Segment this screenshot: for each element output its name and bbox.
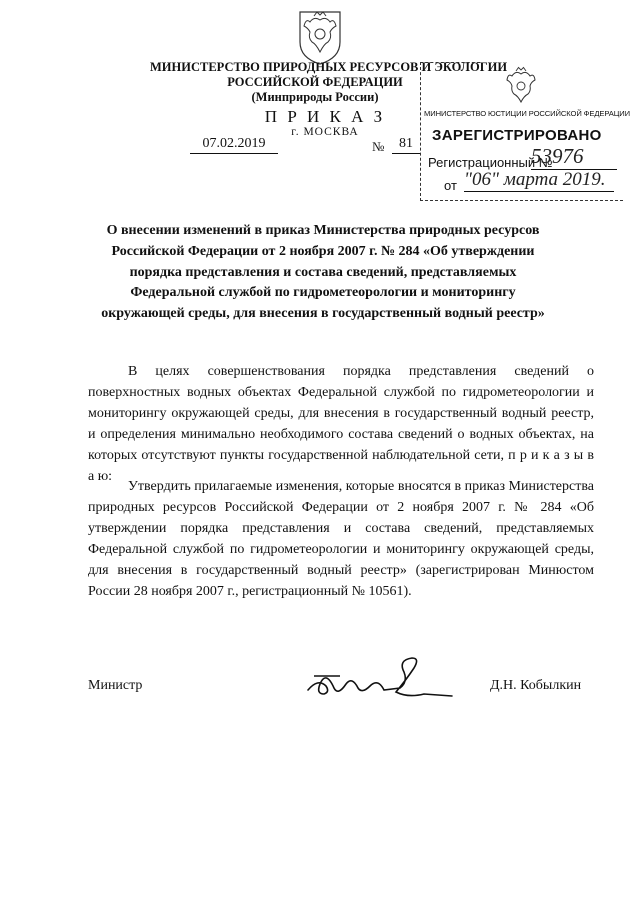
stamp-registered-label: ЗАРЕГИСТРИРОВАНО <box>432 127 602 144</box>
stamp-top-edge <box>420 62 480 63</box>
coat-of-arms-icon <box>294 8 346 66</box>
stamp-registration-number: 53976 <box>531 144 617 170</box>
signatory-position: Министр <box>88 678 143 693</box>
document-number: 81 <box>392 136 420 154</box>
body-paragraph-2: Утвердить прилагаемые изменения, которые вносятся в приказ Министерства природных ресурсов Российской Федерации от 2 ноября 2007 г. № 284 «Об утверждении порядка представления и состава сведений, представляемых Федеральной службой по гидрометеорологии и мониторингу окружающей среды, для внесения в государственный водный реестр» (зарегистрирован Минюстом России 28 ноября 2007 г., регистрационный № 10561). <box>88 479 594 599</box>
stamp-from-label: от <box>444 178 457 193</box>
ministry-name-line1: МИНИСТЕРСТВО ПРИРОДНЫХ РЕСУРСОВ И ЭКОЛОГИИ <box>150 60 508 74</box>
document-city: г. МОСКВА <box>291 126 359 138</box>
handwritten-signature <box>300 648 460 708</box>
ministry-name-line2: РОССИЙСКОЙ ФЕДЕРАЦИИ <box>227 75 403 89</box>
document-title: О внесении изменений в приказ Министерства природных ресурсов Российской Федерации от 2 ноября 2007 г. № 284 «Об утверждении порядка представления и состава сведений, представляемых Федеральной службой по гидрометеорологии и мониторингу окружающей среды, для внесения в государственный водный реестр» <box>101 223 545 322</box>
stamp-registration-date: "06" марта 2019. <box>464 169 614 192</box>
stamp-emblem-icon <box>499 66 543 106</box>
document-date: 07.02.2019 <box>190 136 278 154</box>
body-paragraph-1: В целях совершенствования порядка представления сведений о поверхностных водных объектах Федеральной службой по гидрометеорологии и мониторингу окружающей среды, для внесения в государственный водный реестр, и определения минимально необходимого состава сведений о водных объектах, на которых отсутствуют пункты государственной наблюдательной сети, п р и к а з ы в а ю: <box>88 364 594 484</box>
stamp-registration-number-label: Регистрационный № <box>428 155 553 170</box>
stamp-ministry-name: МИНИСТЕРСТВО ЮСТИЦИИ РОССИЙСКОЙ ФЕДЕРАЦИИ <box>424 109 630 118</box>
document-type: П Р И К А З <box>264 107 386 126</box>
signatory-name: Д.Н. Кобылкин <box>490 678 582 693</box>
ministry-short-name: (Минприроды России) <box>251 90 379 104</box>
document-number-label: № <box>372 139 385 154</box>
